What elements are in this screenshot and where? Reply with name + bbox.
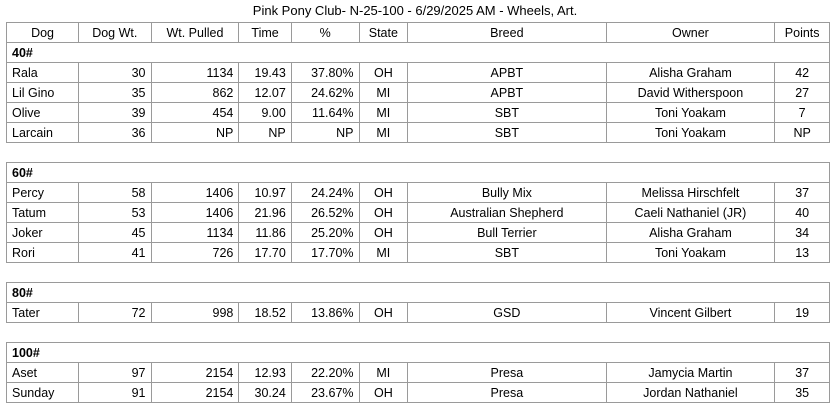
cell-weight-pulled: 726 <box>151 243 239 263</box>
cell-owner: Alisha Graham <box>606 223 775 243</box>
table-row <box>7 223 830 243</box>
cell-points: 35 <box>775 383 830 403</box>
cell-dog-weight: 36 <box>79 123 151 143</box>
cell-breed: Presa <box>408 383 606 403</box>
cell-points: 19 <box>775 303 830 323</box>
cell-dog-weight: 53 <box>79 203 151 223</box>
cell-owner: Jamycia Martin <box>606 363 775 383</box>
weight-class-row <box>7 163 830 183</box>
weight-class-row <box>7 343 830 363</box>
cell-points: 40 <box>775 203 830 223</box>
group-spacer <box>7 143 830 163</box>
cell-dog-weight: 72 <box>79 303 151 323</box>
table-row <box>7 83 830 103</box>
cell-state: OH <box>359 383 408 403</box>
cell-dog-weight: 58 <box>79 183 151 203</box>
cell-weight-pulled: 1134 <box>151 223 239 243</box>
cell-dog: Rala <box>7 63 79 83</box>
cell-points: 27 <box>775 83 830 103</box>
col-header-dog: Dog <box>7 23 79 43</box>
col-header-dog-weight: Dog Wt. <box>79 23 151 43</box>
cell-percent: 11.64% <box>291 103 359 123</box>
cell-percent: 37.80% <box>291 63 359 83</box>
cell-weight-pulled: 1406 <box>151 183 239 203</box>
group-spacer <box>7 263 830 283</box>
cell-percent: 22.20% <box>291 363 359 383</box>
cell-weight-pulled: 862 <box>151 83 239 103</box>
table-row <box>7 303 830 323</box>
cell-percent: 24.24% <box>291 183 359 203</box>
cell-breed: Presa <box>408 363 606 383</box>
cell-dog: Tater <box>7 303 79 323</box>
cell-dog: Rori <box>7 243 79 263</box>
cell-points: 42 <box>775 63 830 83</box>
header-row <box>7 23 830 43</box>
table-row <box>7 183 830 203</box>
cell-dog: Larcain <box>7 123 79 143</box>
cell-time: 12.07 <box>239 83 291 103</box>
cell-state: OH <box>359 223 408 243</box>
cell-time: 30.24 <box>239 383 291 403</box>
cell-owner: Toni Yoakam <box>606 123 775 143</box>
cell-dog-weight: 91 <box>79 383 151 403</box>
cell-dog: Joker <box>7 223 79 243</box>
table-row <box>7 203 830 223</box>
col-header-state: State <box>359 23 408 43</box>
col-header-percent: % <box>291 23 359 43</box>
group-spacer <box>7 323 830 343</box>
cell-dog-weight: 35 <box>79 83 151 103</box>
cell-state: MI <box>359 363 408 383</box>
cell-dog: Tatum <box>7 203 79 223</box>
cell-time: 17.70 <box>239 243 291 263</box>
col-header-time: Time <box>239 23 291 43</box>
cell-percent: 23.67% <box>291 383 359 403</box>
table-row <box>7 243 830 263</box>
cell-time: 11.86 <box>239 223 291 243</box>
cell-owner: Melissa Hirschfelt <box>606 183 775 203</box>
cell-state: OH <box>359 183 408 203</box>
table-row <box>7 363 830 383</box>
cell-time: 10.97 <box>239 183 291 203</box>
cell-points: 37 <box>775 183 830 203</box>
cell-weight-pulled: NP <box>151 123 239 143</box>
table-row <box>7 63 830 83</box>
cell-dog-weight: 97 <box>79 363 151 383</box>
cell-time: NP <box>239 123 291 143</box>
spacer-cell <box>7 143 830 163</box>
col-header-weight-pulled: Wt. Pulled <box>151 23 239 43</box>
cell-state: MI <box>359 103 408 123</box>
cell-time: 12.93 <box>239 363 291 383</box>
cell-dog: Lil Gino <box>7 83 79 103</box>
cell-points: 37 <box>775 363 830 383</box>
weight-class-row <box>7 43 830 63</box>
cell-owner: Toni Yoakam <box>606 103 775 123</box>
cell-percent: 17.70% <box>291 243 359 263</box>
table-row <box>7 123 830 143</box>
cell-breed: Bull Terrier <box>408 223 606 243</box>
cell-dog-weight: 45 <box>79 223 151 243</box>
weight-class-label: 40# <box>7 43 830 63</box>
cell-percent: 26.52% <box>291 203 359 223</box>
cell-points: 13 <box>775 243 830 263</box>
cell-breed: SBT <box>408 243 606 263</box>
cell-breed: SBT <box>408 123 606 143</box>
spacer-cell <box>7 323 830 343</box>
table-row <box>7 103 830 123</box>
cell-state: MI <box>359 243 408 263</box>
cell-weight-pulled: 1406 <box>151 203 239 223</box>
cell-dog-weight: 41 <box>79 243 151 263</box>
cell-owner: Jordan Nathaniel <box>606 383 775 403</box>
cell-time: 19.43 <box>239 63 291 83</box>
weight-class-label: 60# <box>7 163 830 183</box>
cell-percent: 24.62% <box>291 83 359 103</box>
cell-percent: 25.20% <box>291 223 359 243</box>
col-header-breed: Breed <box>408 23 606 43</box>
cell-state: OH <box>359 63 408 83</box>
cell-breed: GSD <box>408 303 606 323</box>
cell-weight-pulled: 454 <box>151 103 239 123</box>
results-table <box>6 22 830 403</box>
cell-weight-pulled: 998 <box>151 303 239 323</box>
cell-owner: Alisha Graham <box>606 63 775 83</box>
cell-breed: APBT <box>408 83 606 103</box>
cell-breed: Bully Mix <box>408 183 606 203</box>
cell-owner: Vincent Gilbert <box>606 303 775 323</box>
cell-weight-pulled: 2154 <box>151 363 239 383</box>
cell-time: 21.96 <box>239 203 291 223</box>
cell-owner: Toni Yoakam <box>606 243 775 263</box>
cell-state: MI <box>359 123 408 143</box>
cell-breed: SBT <box>408 103 606 123</box>
weight-class-label: 100# <box>7 343 830 363</box>
cell-breed: Australian Shepherd <box>408 203 606 223</box>
cell-points: 7 <box>775 103 830 123</box>
page-title: Pink Pony Club- N-25-100 - 6/29/2025 AM - Wheels, Art. <box>252 3 578 18</box>
cell-weight-pulled: 1134 <box>151 63 239 83</box>
cell-state: OH <box>359 303 408 323</box>
cell-state: MI <box>359 83 408 103</box>
cell-breed: APBT <box>408 63 606 83</box>
cell-percent: 13.86% <box>291 303 359 323</box>
weight-class-label: 80# <box>7 283 830 303</box>
cell-time: 9.00 <box>239 103 291 123</box>
cell-time: 18.52 <box>239 303 291 323</box>
cell-percent: NP <box>291 123 359 143</box>
cell-dog-weight: 39 <box>79 103 151 123</box>
cell-owner: Caeli Nathaniel (JR) <box>606 203 775 223</box>
col-header-owner: Owner <box>606 23 775 43</box>
weight-class-row <box>7 283 830 303</box>
cell-points: NP <box>775 123 830 143</box>
spacer-cell <box>7 263 830 283</box>
cell-dog: Sunday <box>7 383 79 403</box>
cell-points: 34 <box>775 223 830 243</box>
cell-dog: Percy <box>7 183 79 203</box>
cell-state: OH <box>359 203 408 223</box>
cell-weight-pulled: 2154 <box>151 383 239 403</box>
cell-dog: Aset <box>7 363 79 383</box>
col-header-points: Points <box>775 23 830 43</box>
table-row <box>7 383 830 403</box>
cell-dog: Olive <box>7 103 79 123</box>
cell-dog-weight: 30 <box>79 63 151 83</box>
cell-owner: David Witherspoon <box>606 83 775 103</box>
